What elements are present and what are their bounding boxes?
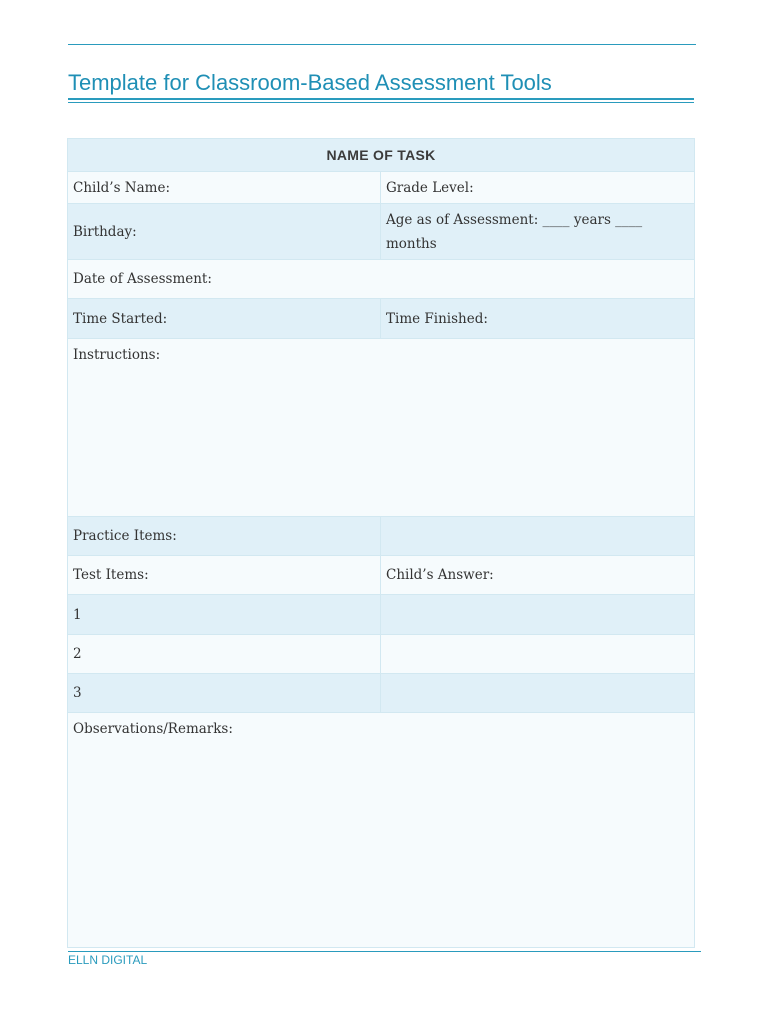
title-underline-thin	[68, 102, 694, 103]
table-row	[68, 517, 695, 556]
page-title: Template for Classroom-Based Assessment Tools	[68, 70, 552, 95]
task-name-heading: NAME OF TASK	[68, 139, 695, 172]
footer-rule	[68, 951, 701, 952]
test-item-number: 1	[68, 595, 381, 635]
table-row	[68, 556, 695, 595]
table-row	[68, 172, 695, 204]
time-finished-field[interactable]: Time Finished:	[381, 299, 695, 339]
assessment-form	[67, 138, 695, 948]
instructions-field[interactable]: Instructions:	[68, 339, 695, 517]
table-row	[68, 713, 695, 948]
time-started-field[interactable]: Time Started:	[68, 299, 381, 339]
test-item-answer[interactable]	[381, 595, 695, 635]
test-item-number: 3	[68, 674, 381, 713]
childs-answer-label: Child’s Answer:	[381, 556, 695, 595]
table-row	[68, 299, 695, 339]
practice-items-label: Practice Items:	[68, 517, 381, 556]
table-row	[68, 674, 695, 713]
date-of-assessment-field[interactable]: Date of Assessment:	[68, 260, 695, 299]
table-row	[68, 595, 695, 635]
practice-items-answer[interactable]	[381, 517, 695, 556]
table-row	[68, 339, 695, 517]
test-items-label: Test Items:	[68, 556, 381, 595]
birthday-field[interactable]: Birthday:	[68, 204, 381, 260]
table-row	[68, 260, 695, 299]
table-row	[68, 204, 695, 260]
form-heading-row	[68, 139, 695, 172]
age-field[interactable]: Age as of Assessment: ____ years ____ months	[381, 204, 695, 260]
test-item-answer[interactable]	[381, 635, 695, 674]
footer-label: ELLN DIGITAL	[68, 953, 148, 967]
title-underline	[68, 98, 694, 100]
test-item-number: 2	[68, 635, 381, 674]
table-row	[68, 635, 695, 674]
header-rule	[68, 44, 696, 45]
childs-name-field[interactable]: Child’s Name:	[68, 172, 381, 204]
test-item-answer[interactable]	[381, 674, 695, 713]
grade-level-field[interactable]: Grade Level:	[381, 172, 695, 204]
observations-remarks-field[interactable]: Observations/Remarks:	[68, 713, 695, 948]
